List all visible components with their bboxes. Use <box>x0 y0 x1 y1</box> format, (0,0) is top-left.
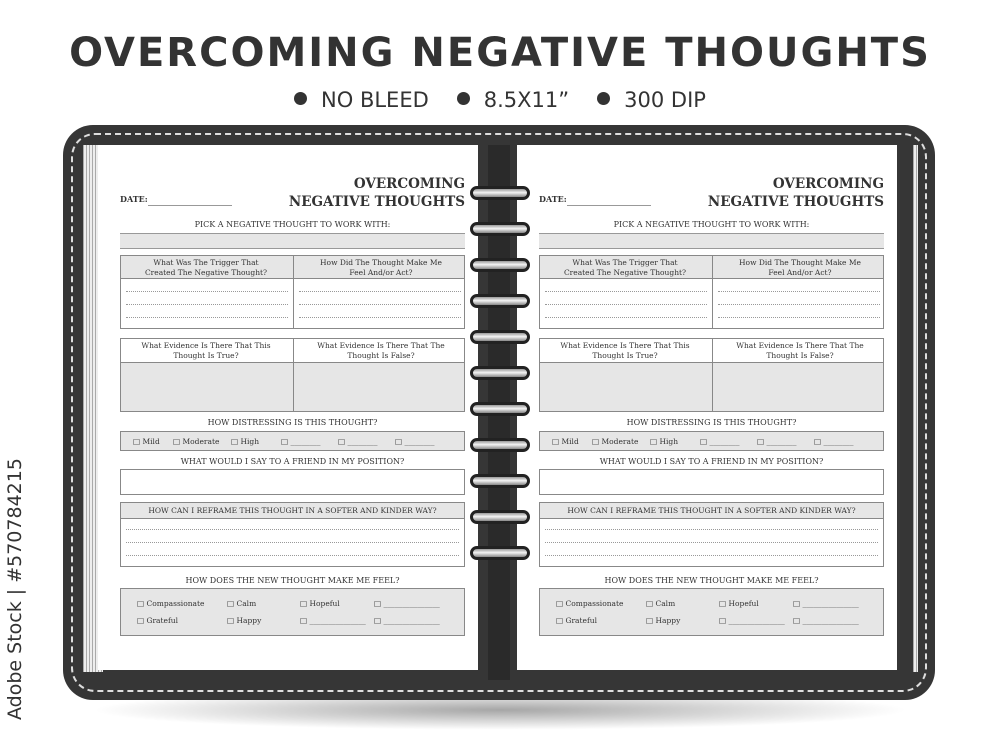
spec-text: 300 DIP <box>624 88 706 112</box>
spiral-ring <box>470 330 530 344</box>
option-custom[interactable]: □ ________ <box>281 437 321 446</box>
thought-input[interactable] <box>539 233 884 249</box>
reframe-label: HOW CAN I REFRAME THIS THOUGHT IN A SOFTER AND KINDER WAY? <box>148 506 437 515</box>
option-mild[interactable]: □ Mild <box>552 437 579 446</box>
newfeel-label: HOW DOES THE NEW THOUGHT MAKE ME FEEL? <box>185 576 400 585</box>
option-hopeful[interactable]: □ Hopeful <box>719 599 759 608</box>
pick-label: PICK A NEGATIVE THOUGHT TO WORK WITH: <box>194 220 391 229</box>
option-happy[interactable]: □ Happy <box>646 616 681 625</box>
distress-options <box>120 431 465 451</box>
option-high[interactable]: □ High <box>231 437 260 446</box>
title-line: NEGATIVE THOUGHTS <box>288 194 465 210</box>
date-label: DATE: <box>539 194 567 204</box>
trigger-question: What Was The Trigger That Created The Negative Thought? <box>144 258 268 277</box>
false-question: What Evidence Is There That The Thought Is False? <box>317 341 445 360</box>
option-grateful[interactable]: □ Grateful <box>137 616 178 625</box>
option-custom[interactable]: □ _______________ <box>374 599 440 608</box>
friend-answer[interactable] <box>120 469 465 495</box>
feel-answer[interactable] <box>712 279 883 328</box>
spec-item <box>294 88 429 112</box>
feel-question: How Did The Thought Make Me Feel And/or Act? <box>320 258 442 277</box>
title-line: OVERCOMING <box>353 176 465 192</box>
trigger-feel-table <box>120 255 465 329</box>
spiral-ring <box>470 258 530 272</box>
option-happy[interactable]: □ Happy <box>227 616 262 625</box>
spiral-ring <box>470 402 530 416</box>
date-line[interactable] <box>148 205 232 206</box>
right-planner-page <box>517 145 897 670</box>
spiral-ring <box>470 294 530 308</box>
page-title <box>684 175 884 211</box>
thought-input[interactable] <box>120 233 465 249</box>
reframe-answer[interactable] <box>121 519 464 566</box>
option-hopeful[interactable]: □ Hopeful <box>300 599 340 608</box>
spec-item <box>597 88 706 112</box>
bullet-icon <box>597 92 610 105</box>
trigger-question: What Was The Trigger That Created The Negative Thought? <box>563 258 687 277</box>
date-label: DATE: <box>120 194 148 204</box>
spec-text: NO BLEED <box>321 88 429 112</box>
true-question: What Evidence Is There That This Thought Is True? <box>560 341 690 360</box>
bullet-icon <box>457 92 470 105</box>
option-moderate[interactable]: □ Moderate <box>173 437 220 446</box>
spiral-ring <box>470 474 530 488</box>
option-moderate[interactable]: □ Moderate <box>592 437 639 446</box>
distress-label: HOW DISTRESSING IS THIS THOUGHT? <box>626 418 797 427</box>
distress-label: HOW DISTRESSING IS THIS THOUGHT? <box>207 418 378 427</box>
option-calm[interactable]: □ Calm <box>646 599 676 608</box>
false-question: What Evidence Is There That The Thought Is False? <box>736 341 864 360</box>
trigger-feel-table <box>539 255 884 329</box>
option-custom[interactable]: □ ________ <box>338 437 378 446</box>
option-mild[interactable]: □ Mild <box>133 437 160 446</box>
page-title <box>265 175 465 211</box>
spiral-ring <box>470 222 530 236</box>
trigger-answer[interactable] <box>121 279 292 328</box>
spec-item <box>457 88 569 112</box>
option-compassionate[interactable]: □ Compassionate <box>556 599 624 608</box>
right-page-stack <box>913 145 918 672</box>
title-line: OVERCOMING <box>772 176 884 192</box>
spiral-ring <box>470 510 530 524</box>
option-high[interactable]: □ High <box>650 437 679 446</box>
left-planner-page <box>98 145 478 670</box>
true-question: What Evidence Is There That This Thought Is True? <box>141 341 271 360</box>
option-custom[interactable]: □ _______________ <box>719 616 785 625</box>
reframe-box <box>120 502 465 567</box>
reframe-label: HOW CAN I REFRAME THIS THOUGHT IN A SOFTER AND KINDER WAY? <box>567 506 856 515</box>
option-custom[interactable]: □ ________ <box>700 437 740 446</box>
spec-text: 8.5X11” <box>483 88 570 112</box>
reframe-box <box>539 502 884 567</box>
friend-label: WHAT WOULD I SAY TO A FRIEND IN MY POSITION? <box>599 457 824 466</box>
spiral-ring <box>470 438 530 452</box>
title-line: NEGATIVE THOUGHTS <box>707 194 884 210</box>
option-calm[interactable]: □ Calm <box>227 599 257 608</box>
newfeel-label: HOW DOES THE NEW THOUGHT MAKE ME FEEL? <box>604 576 819 585</box>
option-custom[interactable]: □ _______________ <box>300 616 366 625</box>
reframe-answer[interactable] <box>540 519 883 566</box>
option-custom[interactable]: □ ________ <box>814 437 854 446</box>
feel-options <box>539 588 884 636</box>
distress-options <box>539 431 884 451</box>
option-custom[interactable]: □ _______________ <box>374 616 440 625</box>
pick-label: PICK A NEGATIVE THOUGHT TO WORK WITH: <box>613 220 810 229</box>
option-custom[interactable]: □ ________ <box>757 437 797 446</box>
date-line[interactable] <box>567 205 651 206</box>
option-grateful[interactable]: □ Grateful <box>556 616 597 625</box>
spiral-ring <box>470 366 530 380</box>
spiral-ring <box>470 546 530 560</box>
feel-options <box>120 588 465 636</box>
spec-list <box>0 88 1000 112</box>
bullet-icon <box>294 92 307 105</box>
evidence-table <box>120 338 465 412</box>
spiral-ring <box>470 186 530 200</box>
feel-question: How Did The Thought Make Me Feel And/or Act? <box>739 258 861 277</box>
option-custom[interactable]: □ ________ <box>395 437 435 446</box>
trigger-answer[interactable] <box>540 279 711 328</box>
option-custom[interactable]: □ _______________ <box>793 616 859 625</box>
friend-answer[interactable] <box>539 469 884 495</box>
main-title: OVERCOMING NEGATIVE THOUGHTS <box>69 30 931 76</box>
evidence-table <box>539 338 884 412</box>
option-compassionate[interactable]: □ Compassionate <box>137 599 205 608</box>
stock-watermark: Adobe Stock | #570784215 <box>4 458 26 720</box>
feel-answer[interactable] <box>293 279 464 328</box>
option-custom[interactable]: □ _______________ <box>793 599 859 608</box>
friend-label: WHAT WOULD I SAY TO A FRIEND IN MY POSITION? <box>180 457 405 466</box>
